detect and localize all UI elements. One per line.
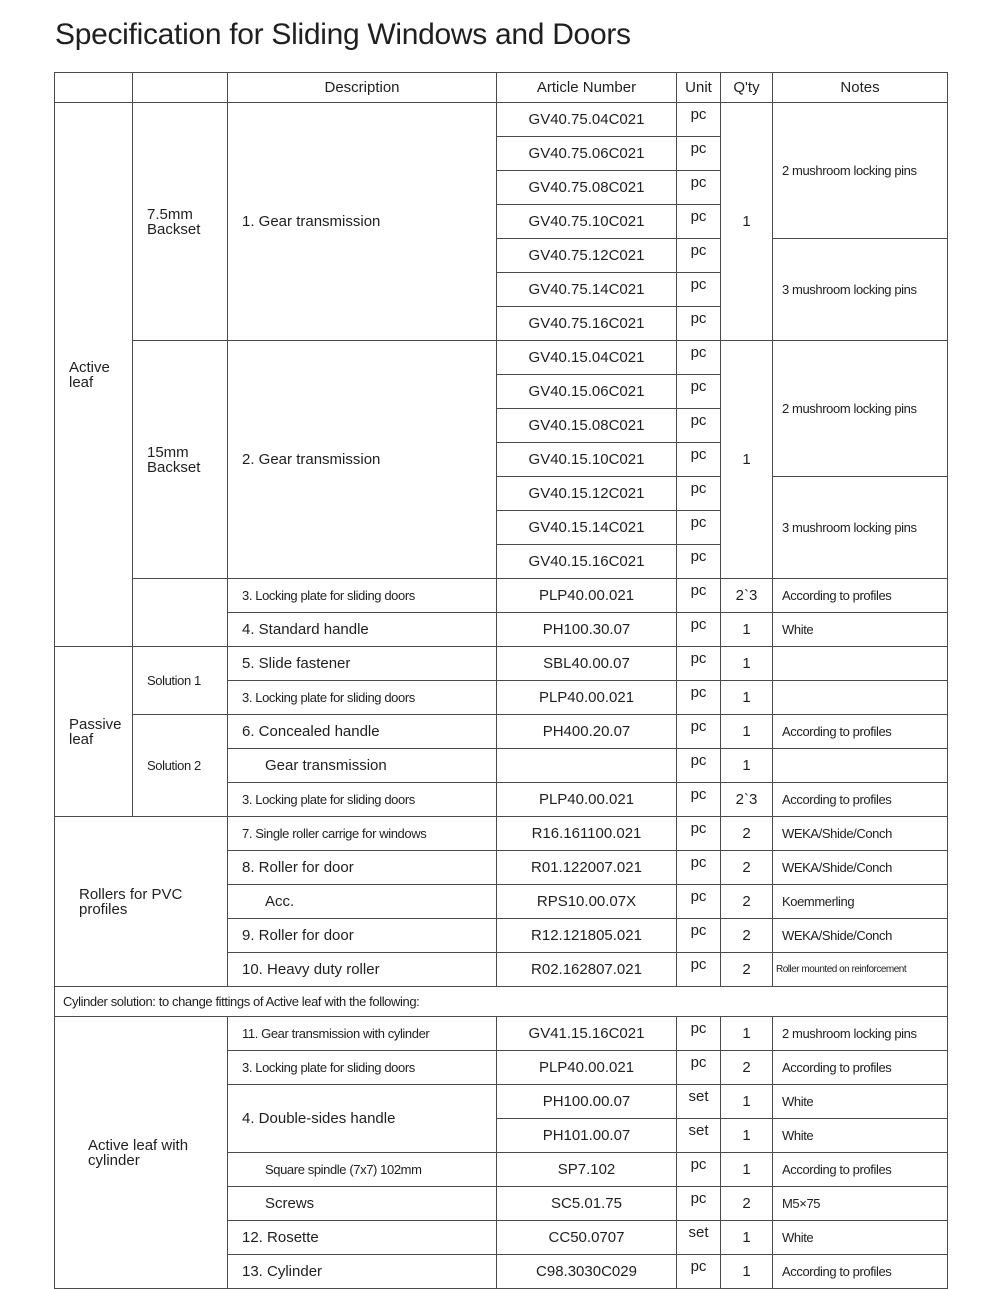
description-cell: 6. Concealed handle <box>228 715 497 749</box>
qty-cell: 1 <box>721 1017 773 1051</box>
unit-cell: pc <box>677 579 721 613</box>
qty-cell: 2 <box>721 851 773 885</box>
unit-cell: pc <box>677 171 721 205</box>
article-number-cell: CC50.0707 <box>497 1221 677 1255</box>
group-label-active-leaf-cylinder: Active leaf with cylinder <box>55 1017 228 1289</box>
description-cell: 5. Slide fastener <box>228 647 497 681</box>
notes-cell: White <box>773 1085 948 1119</box>
unit-cell: pc <box>677 103 721 137</box>
unit-cell: pc <box>677 817 721 851</box>
table-row <box>55 1017 948 1051</box>
article-number-cell: GV40.75.10C021 <box>497 205 677 239</box>
backset-label-75: 7.5mm Backset <box>133 103 228 341</box>
header-article-number: Article Number <box>497 73 677 103</box>
qty-cell: 1 <box>721 1085 773 1119</box>
article-number-cell: PLP40.00.021 <box>497 783 677 817</box>
article-number-cell: C98.3030C029 <box>497 1255 677 1289</box>
article-number-cell: RPS10.00.07X <box>497 885 677 919</box>
qty-cell: 2 <box>721 1051 773 1085</box>
description-cell: Square spindle (7x7) 102mm <box>228 1153 497 1187</box>
description-cell: 3. Locking plate for sliding doors <box>228 783 497 817</box>
notes-cell: According to profiles <box>773 715 948 749</box>
description-cell: 3. Locking plate for sliding doors <box>228 1051 497 1085</box>
description-cell: 4. Double-sides handle <box>228 1085 497 1153</box>
unit-cell: pc <box>677 953 721 987</box>
notes-cell: WEKA/Shide/Conch <box>773 919 948 953</box>
group-label-passive-leaf: Passive leaf <box>55 647 133 817</box>
article-number-cell: GV40.15.14C021 <box>497 511 677 545</box>
notes-cell: WEKA/Shide/Conch <box>773 817 948 851</box>
section-heading-row <box>55 987 948 1017</box>
unit-cell: pc <box>677 749 721 783</box>
article-number-cell: GV41.15.16C021 <box>497 1017 677 1051</box>
unit-cell: set <box>677 1221 721 1255</box>
unit-cell: pc <box>677 1255 721 1289</box>
notes-cell: 3 mushroom locking pins <box>773 477 948 579</box>
page-title: Specification for Sliding Windows and Doors <box>55 18 631 51</box>
unit-cell: pc <box>677 681 721 715</box>
article-number-cell: PLP40.00.021 <box>497 579 677 613</box>
unit-cell: pc <box>677 273 721 307</box>
article-number-cell: GV40.75.14C021 <box>497 273 677 307</box>
unit-cell: pc <box>677 647 721 681</box>
table-row <box>55 715 948 749</box>
notes-cell: Koemmerling <box>773 885 948 919</box>
unit-cell: pc <box>677 511 721 545</box>
article-number-cell: PLP40.00.021 <box>497 1051 677 1085</box>
notes-cell <box>773 681 948 715</box>
unit-cell: pc <box>677 613 721 647</box>
qty-cell: 1 <box>721 1221 773 1255</box>
qty-cell: 1 <box>721 341 773 579</box>
table-row <box>55 579 948 613</box>
unit-cell: pc <box>677 1051 721 1085</box>
header-row <box>55 73 948 103</box>
unit-cell: pc <box>677 715 721 749</box>
article-number-cell: R01.122007.021 <box>497 851 677 885</box>
description-cell: 3. Locking plate for sliding doors <box>228 681 497 715</box>
notes-cell: According to profiles <box>773 783 948 817</box>
solution-label-1: Solution 1 <box>133 647 228 715</box>
notes-cell: According to profiles <box>773 1153 948 1187</box>
article-number-cell: GV40.15.06C021 <box>497 375 677 409</box>
header-blank-1 <box>55 73 133 103</box>
article-number-cell: R12.121805.021 <box>497 919 677 953</box>
article-number-cell: GV40.15.10C021 <box>497 443 677 477</box>
unit-cell: pc <box>677 409 721 443</box>
article-number-cell: GV40.15.04C021 <box>497 341 677 375</box>
qty-cell: 2 <box>721 817 773 851</box>
notes-cell: 2 mushroom locking pins <box>773 341 948 477</box>
article-number-cell: PH400.20.07 <box>497 715 677 749</box>
unit-cell: pc <box>677 137 721 171</box>
description-cell: 3. Locking plate for sliding doors <box>228 579 497 613</box>
qty-cell: 2 <box>721 953 773 987</box>
header-unit: Unit <box>677 73 721 103</box>
unit-cell: pc <box>677 1017 721 1051</box>
qty-cell: 1 <box>721 613 773 647</box>
unit-cell: pc <box>677 205 721 239</box>
description-cell: 11. Gear transmission with cylinder <box>228 1017 497 1051</box>
article-number-cell: PLP40.00.021 <box>497 681 677 715</box>
description-cell: Acc. <box>228 885 497 919</box>
unit-cell: pc <box>677 919 721 953</box>
qty-cell: 2`3 <box>721 579 773 613</box>
specification-table <box>54 72 948 1289</box>
qty-cell: 1 <box>721 647 773 681</box>
cylinder-solution-heading: Cylinder solution: to change fittings of Active leaf with the following: <box>55 987 948 1017</box>
article-number-cell: GV40.75.16C021 <box>497 307 677 341</box>
article-number-cell: PH100.30.07 <box>497 613 677 647</box>
qty-cell: 1 <box>721 1153 773 1187</box>
qty-cell: 1 <box>721 1255 773 1289</box>
qty-cell: 2 <box>721 1187 773 1221</box>
header-description: Description <box>228 73 497 103</box>
description-cell: 9. Roller for door <box>228 919 497 953</box>
description-cell: Gear transmission <box>228 749 497 783</box>
unit-cell: pc <box>677 239 721 273</box>
description-cell: 8. Roller for door <box>228 851 497 885</box>
description-cell: 7. Single roller carrige for windows <box>228 817 497 851</box>
article-number-cell: SC5.01.75 <box>497 1187 677 1221</box>
header-blank-2 <box>133 73 228 103</box>
backset-label-15: 15mm Backset <box>133 341 228 579</box>
notes-cell: 2 mushroom locking pins <box>773 1017 948 1051</box>
qty-cell: 2`3 <box>721 783 773 817</box>
notes-cell: M5×75 <box>773 1187 948 1221</box>
description-cell: 1. Gear transmission <box>228 103 497 341</box>
article-number-cell: GV40.15.12C021 <box>497 477 677 511</box>
qty-cell: 1 <box>721 715 773 749</box>
unit-cell: pc <box>677 545 721 579</box>
unit-cell: pc <box>677 1153 721 1187</box>
unit-cell: pc <box>677 341 721 375</box>
unit-cell: pc <box>677 783 721 817</box>
notes-cell: White <box>773 1119 948 1153</box>
notes-cell: 2 mushroom locking pins <box>773 103 948 239</box>
header-notes: Notes <box>773 73 948 103</box>
description-cell: Screws <box>228 1187 497 1221</box>
article-number-cell: GV40.15.16C021 <box>497 545 677 579</box>
table-row <box>55 341 948 375</box>
table-row <box>55 817 948 851</box>
notes-cell: According to profiles <box>773 579 948 613</box>
qty-cell: 2 <box>721 919 773 953</box>
article-number-cell: GV40.75.08C021 <box>497 171 677 205</box>
group-label-active-leaf: Active leaf <box>55 103 133 647</box>
notes-cell <box>773 749 948 783</box>
unit-cell: set <box>677 1085 721 1119</box>
group-label-rollers: Rollers for PVC profiles <box>55 817 228 987</box>
table-row <box>55 103 948 137</box>
qty-cell: 2 <box>721 885 773 919</box>
unit-cell: pc <box>677 851 721 885</box>
unit-cell: pc <box>677 375 721 409</box>
table-row <box>55 647 948 681</box>
description-cell: 4. Standard handle <box>228 613 497 647</box>
article-number-cell: SBL40.00.07 <box>497 647 677 681</box>
article-number-cell: R16.161100.021 <box>497 817 677 851</box>
unit-cell: pc <box>677 1187 721 1221</box>
notes-cell: 3 mushroom locking pins <box>773 239 948 341</box>
article-number-cell: GV40.75.06C021 <box>497 137 677 171</box>
solution-label-2: Solution 2 <box>133 715 228 817</box>
unit-cell: set <box>677 1119 721 1153</box>
description-cell: 2. Gear transmission <box>228 341 497 579</box>
article-number-cell: SP7.102 <box>497 1153 677 1187</box>
header-qty: Q'ty <box>721 73 773 103</box>
article-number-cell: PH100.00.07 <box>497 1085 677 1119</box>
description-cell: 10. Heavy duty roller <box>228 953 497 987</box>
article-number-cell: GV40.75.04C021 <box>497 103 677 137</box>
blank-cell <box>133 579 228 647</box>
description-cell: 13. Cylinder <box>228 1255 497 1289</box>
description-cell: 12. Rosette <box>228 1221 497 1255</box>
unit-cell: pc <box>677 477 721 511</box>
article-number-cell: GV40.15.08C021 <box>497 409 677 443</box>
article-number-cell <box>497 749 677 783</box>
notes-cell: White <box>773 613 948 647</box>
notes-cell: White <box>773 1221 948 1255</box>
notes-cell <box>773 647 948 681</box>
qty-cell: 1 <box>721 749 773 783</box>
unit-cell: pc <box>677 307 721 341</box>
notes-cell: Roller mounted on reinforcement <box>773 953 948 987</box>
article-number-cell: PH101.00.07 <box>497 1119 677 1153</box>
notes-cell: According to profiles <box>773 1255 948 1289</box>
notes-cell: WEKA/Shide/Conch <box>773 851 948 885</box>
qty-cell: 1 <box>721 1119 773 1153</box>
qty-cell: 1 <box>721 103 773 341</box>
qty-cell: 1 <box>721 681 773 715</box>
unit-cell: pc <box>677 885 721 919</box>
unit-cell: pc <box>677 443 721 477</box>
article-number-cell: GV40.75.12C021 <box>497 239 677 273</box>
notes-cell: According to profiles <box>773 1051 948 1085</box>
article-number-cell: R02.162807.021 <box>497 953 677 987</box>
